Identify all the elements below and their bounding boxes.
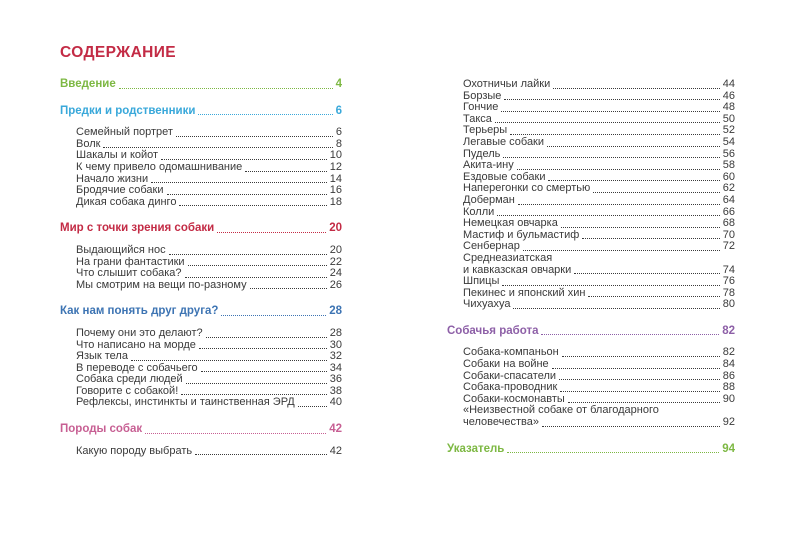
- toc-entry-label: Колли: [463, 205, 495, 218]
- toc-page-number: 32: [329, 350, 342, 363]
- dot-leader: [559, 379, 720, 380]
- toc-entry-label: Шпицы: [463, 275, 500, 288]
- toc-entry-label: «Неизвестной собаке от благодарного: [463, 404, 659, 417]
- toc-entry-label: Ездовые собаки: [463, 170, 546, 183]
- dot-leader: [221, 315, 326, 316]
- toc-page-number: 82: [722, 346, 735, 359]
- dot-leader: [201, 371, 327, 372]
- toc-entry-label: В переводе с собачьего: [76, 361, 198, 374]
- toc-entry-label: Собаки-космонавты: [463, 392, 565, 405]
- toc-page-number: 74: [722, 263, 735, 276]
- toc-entry: [60, 268, 342, 280]
- toc-page-number: 6: [335, 126, 342, 139]
- toc-entry-label: Введение: [60, 78, 116, 90]
- toc-page-number: 66: [722, 205, 735, 218]
- toc-page-number: 44: [722, 78, 735, 90]
- toc-entry: [447, 276, 735, 288]
- toc-entry-label: Предки и родственники: [60, 104, 196, 117]
- dot-leader: [593, 192, 720, 193]
- dot-leader: [167, 194, 327, 195]
- toc-entry-label: Говорите с собакой!: [76, 384, 179, 397]
- toc-entry-label: Волк: [76, 137, 101, 150]
- toc-page-number: 80: [722, 298, 735, 311]
- toc-entry: [60, 127, 342, 139]
- toc-entry-label: Шакалы и койот: [76, 149, 159, 162]
- dot-leader: [504, 99, 719, 100]
- toc-entry-label: Охотничьи лайки: [463, 78, 551, 90]
- toc-entry-label: Борзые: [463, 89, 502, 102]
- dot-leader: [562, 356, 720, 357]
- toc-entry-label: Что слышит собака?: [76, 267, 182, 280]
- dot-leader: [518, 204, 720, 205]
- toc-page-number: 22: [329, 255, 342, 268]
- toc-page-number: 82: [722, 324, 735, 337]
- toc-entry-label: Указатель: [447, 442, 505, 455]
- toc-entry-label: Мы смотрим на вещи по-разному: [76, 278, 247, 291]
- toc-entry-label: Собаки-спасатели: [463, 369, 557, 382]
- toc-entry-label: Легавые собаки: [463, 135, 545, 148]
- toc-entry: [60, 245, 342, 257]
- dot-leader: [245, 171, 326, 172]
- toc-entry: [60, 446, 342, 458]
- dot-leader: [169, 254, 327, 255]
- toc-section-heading: [60, 223, 342, 235]
- toc-entry: [447, 137, 735, 149]
- toc-page-number: 52: [722, 124, 735, 137]
- toc-page-number: 20: [329, 222, 342, 235]
- toc-entry-label: Семейный портрет: [76, 126, 173, 139]
- toc-page-number: 18: [329, 195, 342, 208]
- toc-page-number: 92: [722, 416, 735, 429]
- dot-leader: [185, 277, 327, 278]
- toc-entry-label: Пудель: [463, 147, 501, 160]
- toc-column-left: [60, 79, 342, 465]
- toc-page-number: 62: [722, 182, 735, 195]
- dot-leader: [186, 383, 327, 384]
- toc-column-right: [447, 79, 735, 465]
- toc-entry-label: На грани фантастики: [76, 255, 185, 268]
- toc-entry: [447, 299, 735, 311]
- toc-page-number: 48: [722, 101, 735, 114]
- toc-section-heading: [447, 326, 735, 338]
- toc-entry-label: Выдающийся нос: [76, 243, 166, 256]
- toc-entry-label: Бродячие собаки: [76, 184, 164, 197]
- toc-page-number: 78: [722, 286, 735, 299]
- toc-entry: [60, 197, 342, 209]
- toc-page-number: 12: [329, 160, 342, 173]
- toc-entry: [60, 162, 342, 174]
- dot-leader: [541, 334, 719, 335]
- toc-page-number: 14: [329, 172, 342, 185]
- toc-entry-label: Почему они это делают?: [76, 326, 203, 339]
- toc-page-number: 28: [329, 326, 342, 339]
- toc-entry-label: Что написано на морде: [76, 338, 196, 351]
- dot-leader: [560, 391, 719, 392]
- toc-entry-label: Сенбернар: [463, 240, 520, 253]
- toc-entry-label: Доберман: [463, 193, 515, 206]
- dot-leader: [501, 111, 719, 112]
- dot-leader: [119, 88, 333, 89]
- toc-page-number: 60: [722, 170, 735, 183]
- toc-page-number: 94: [722, 442, 735, 455]
- toc-entry-label: Язык тела: [76, 350, 128, 363]
- toc-entry-label: и кавказская овчарки: [463, 263, 572, 276]
- toc-page-number: 34: [329, 361, 342, 374]
- toc-entry-label: Терьеры: [463, 124, 508, 137]
- toc-columns: [60, 79, 735, 465]
- toc-entry-wrap-line: [447, 253, 735, 265]
- dot-leader: [553, 88, 720, 89]
- dot-leader: [502, 285, 719, 286]
- toc-section-heading: [60, 424, 342, 436]
- toc-page-number: 88: [722, 381, 735, 394]
- toc-page-number: 58: [722, 159, 735, 172]
- dot-leader: [568, 402, 720, 403]
- toc-page-number: 40: [329, 396, 342, 409]
- toc-page-number: 56: [722, 147, 735, 160]
- dot-leader: [131, 360, 327, 361]
- toc-page-number: 26: [329, 278, 342, 291]
- toc-page-number: 20: [329, 243, 342, 256]
- toc-entry: [447, 359, 735, 371]
- dot-leader: [298, 406, 327, 407]
- toc-entry-label: Как нам понять друг друга?: [60, 305, 219, 318]
- toc-page-number: 30: [329, 338, 342, 351]
- dot-leader: [588, 296, 719, 297]
- toc-entry: [447, 417, 735, 429]
- dot-leader: [507, 452, 719, 453]
- toc-page-number: 10: [329, 149, 342, 162]
- toc-entry-label: Среднеазиатская: [463, 251, 553, 264]
- toc-page-number: 36: [329, 373, 342, 386]
- dot-leader: [574, 273, 719, 274]
- dot-leader: [582, 238, 719, 239]
- toc-entry-label: Собака-проводник: [463, 381, 558, 394]
- toc-entry: [60, 328, 342, 340]
- dot-leader: [547, 146, 720, 147]
- toc-section-heading: [60, 106, 342, 118]
- dot-leader: [523, 250, 720, 251]
- toc-page-number: 90: [722, 392, 735, 405]
- toc-page-number: 76: [722, 275, 735, 288]
- toc-page-number: 70: [722, 228, 735, 241]
- toc-page-number: 28: [329, 305, 342, 318]
- toc-section-heading: [60, 306, 342, 318]
- toc-entry-label: Немецкая овчарка: [463, 217, 558, 230]
- toc-page-number: 46: [722, 89, 735, 102]
- dot-leader: [188, 265, 327, 266]
- toc-page-number: 24: [329, 267, 342, 280]
- toc-entry-label: Пекинес и японский хин: [463, 286, 586, 299]
- toc-entry-label: Собаки на войне: [463, 358, 549, 371]
- toc-entry-label: Мастиф и бульмастиф: [463, 228, 580, 241]
- dot-leader: [161, 159, 327, 160]
- dot-leader: [195, 454, 327, 455]
- toc-entry-label: Породы собак: [60, 423, 143, 436]
- toc-page-number: 54: [722, 135, 735, 148]
- toc-entry: [60, 185, 342, 197]
- dot-leader: [503, 157, 719, 158]
- toc-entry-label: человечества»: [463, 416, 539, 429]
- toc-entry-label: Собачья работа: [447, 324, 539, 337]
- dot-leader: [176, 136, 333, 137]
- toc-page-number: 72: [722, 240, 735, 253]
- dot-leader: [495, 122, 720, 123]
- toc-entry: [60, 397, 342, 409]
- dot-leader: [145, 433, 326, 434]
- toc-entry-label: К чему привело одомашнивание: [76, 160, 243, 173]
- dot-leader: [199, 348, 327, 349]
- dot-leader: [179, 205, 326, 206]
- toc-entry-label: Акита-ину: [463, 159, 514, 172]
- dot-leader: [510, 134, 720, 135]
- toc-entry-label: Рефлексы, инстинкты и таинственная ЭРД: [76, 396, 295, 409]
- toc-entry-label: Такса: [463, 112, 492, 125]
- toc-page-number: 64: [722, 193, 735, 206]
- toc-entry: [60, 280, 342, 292]
- dot-leader: [198, 114, 332, 115]
- toc-entry: [447, 160, 735, 172]
- dot-leader: [181, 394, 327, 395]
- dot-leader: [513, 308, 719, 309]
- toc-page-number: 50: [722, 112, 735, 125]
- dot-leader: [497, 215, 719, 216]
- toc-page-number: 8: [335, 137, 342, 150]
- dot-leader: [151, 182, 327, 183]
- toc-page-number: 42: [329, 444, 342, 457]
- dot-leader: [517, 169, 720, 170]
- dot-leader: [250, 288, 327, 289]
- toc-entry-label: Мир с точки зрения собаки: [60, 222, 215, 235]
- toc-page-number: 6: [335, 104, 342, 117]
- toc-entry-label: Какую породу выбрать: [76, 444, 193, 457]
- toc-entry-label: Начало жизни: [76, 172, 149, 185]
- toc-page-number: 38: [329, 384, 342, 397]
- dot-leader: [542, 426, 720, 427]
- toc-section-heading: [447, 444, 735, 456]
- toc-page-number: 86: [722, 369, 735, 382]
- toc-entry: [60, 351, 342, 363]
- toc-entry: [447, 218, 735, 230]
- toc-entry: [447, 195, 735, 207]
- dot-leader: [548, 180, 719, 181]
- dot-leader: [561, 227, 720, 228]
- page-title: СОДЕРЖАНИЕ: [60, 44, 177, 61]
- toc-section-heading: [60, 79, 342, 91]
- toc-entry-label: Дикая собака динго: [76, 195, 177, 208]
- dot-leader: [103, 147, 332, 148]
- toc-entry-label: Гончие: [463, 101, 499, 114]
- toc-entry-label: Собака среди людей: [76, 373, 183, 386]
- dot-leader: [206, 337, 327, 338]
- toc-entry-label: Наперегонки со смертью: [463, 182, 591, 195]
- toc-page-number: 68: [722, 217, 735, 230]
- toc-entry-label: Собака-компаньон: [463, 346, 559, 359]
- toc-page-number: 84: [722, 358, 735, 371]
- toc-entry-label: Чихуахуа: [463, 298, 511, 311]
- toc-page-number: 42: [329, 423, 342, 436]
- dot-leader: [217, 232, 326, 233]
- toc-page-number: 4: [335, 78, 342, 90]
- toc-entry: [447, 79, 735, 91]
- toc-page-number: 16: [329, 184, 342, 197]
- dot-leader: [552, 368, 720, 369]
